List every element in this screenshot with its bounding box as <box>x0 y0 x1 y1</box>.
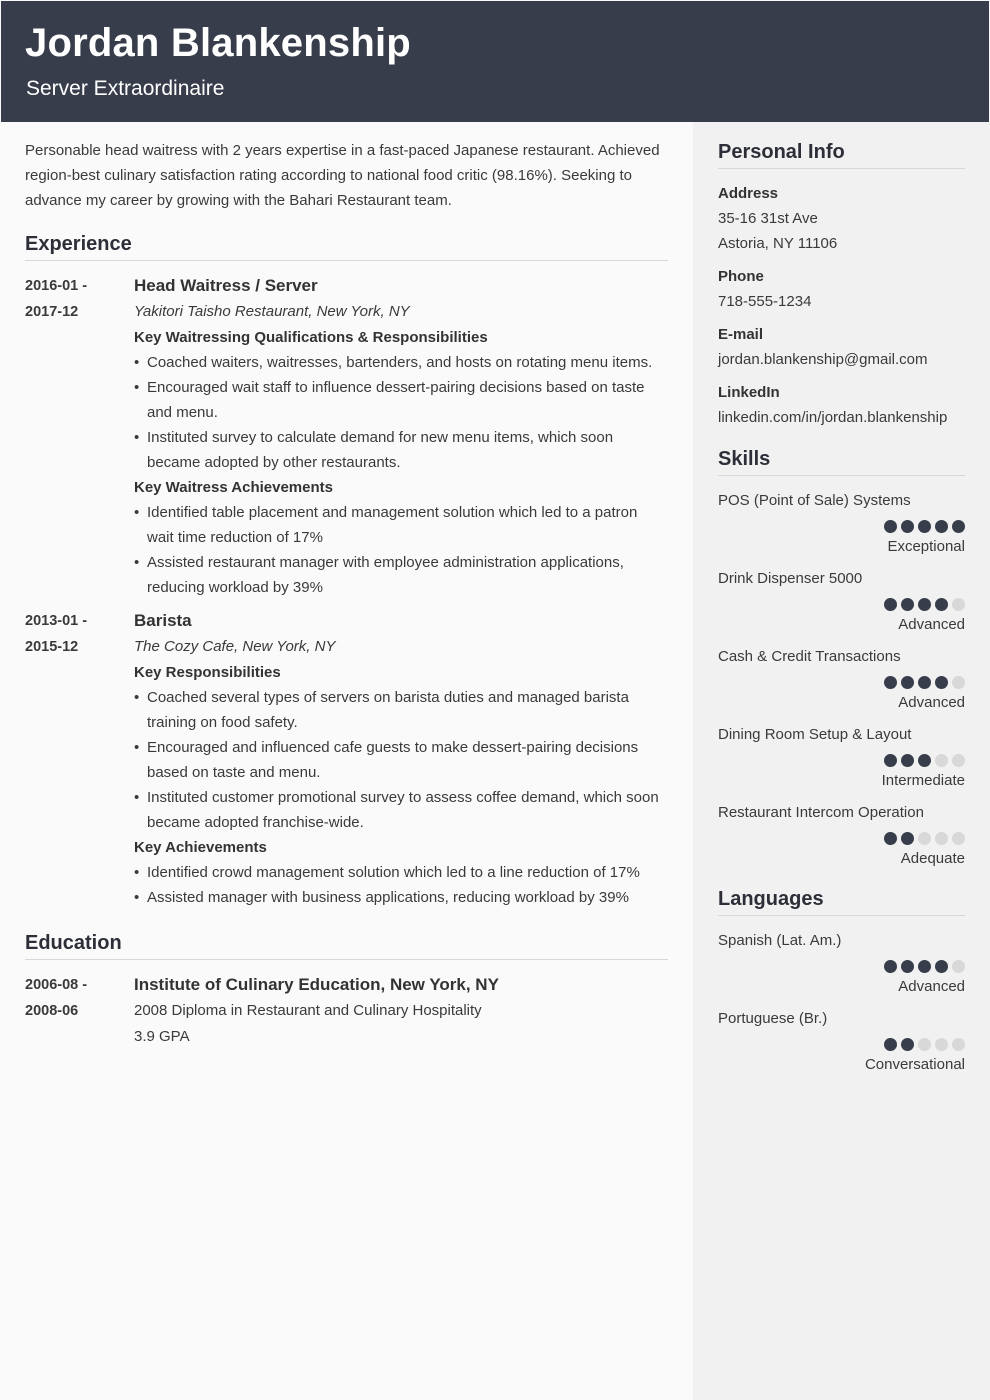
rating-dot-filled-icon <box>935 598 948 611</box>
bullet-item: • Encouraged wait staff to influence dessert-pairing decisions based on taste and menu. <box>134 375 668 425</box>
experience-entry <box>25 273 668 600</box>
rating-dot-filled-icon <box>918 676 931 689</box>
profile-summary: Personable head waitress with 2 years expertise in a fast-paced Japanese restaurant. Achieved region-best culinary satisfaction rating according to national food critic (98.16%). Seeking to advance my career by growing with the Bahari Restaurant team. <box>25 142 660 209</box>
rating-dot-filled-icon <box>901 754 914 767</box>
languages-section <box>718 888 965 1076</box>
sidebar <box>693 122 990 1400</box>
skill-item <box>718 644 965 714</box>
languages-list <box>718 928 965 1076</box>
skill-item-name: Restaurant Intercom Operation <box>718 804 924 821</box>
language-item <box>718 1006 965 1076</box>
personal-info-heading: Personal Info <box>718 141 965 169</box>
main-column <box>1 122 693 1400</box>
rating-dot-empty-icon <box>952 832 965 845</box>
entry-dates <box>25 972 134 1050</box>
address-line2: Astoria, NY 11106 <box>718 235 838 252</box>
rating-dot-filled-icon <box>952 520 965 533</box>
language-item-name: Portuguese (Br.) <box>718 1010 828 1027</box>
job-company: The Cozy Cafe, New York, NY <box>134 638 336 655</box>
date-end: 2008-06 <box>25 1002 79 1019</box>
address-label: Address <box>718 185 779 202</box>
bullet-item: • Assisted manager with business applications, reducing workload by 39% <box>134 885 668 910</box>
candidate-title: Server Extraordinaire <box>26 77 225 100</box>
group-heading: Key Responsibilities <box>134 664 281 681</box>
experience-heading: Experience <box>25 233 668 261</box>
rating-dot-empty-icon <box>935 754 948 767</box>
entry-dates <box>25 273 134 600</box>
entry-dates <box>25 608 134 910</box>
bullet-item: • Identified table placement and management solution which led to a patron wait time reduction of 17% <box>134 500 668 550</box>
job-company: Yakitori Taisho Restaurant, New York, NY <box>134 303 410 320</box>
rating-dot-filled-icon <box>918 520 931 533</box>
rating-dots <box>718 598 965 611</box>
address-line1: 35-16 31st Ave <box>718 210 818 227</box>
skill-item <box>718 722 965 792</box>
skill-item-name: Cash & Credit Transactions <box>718 648 901 665</box>
language-item <box>718 928 965 998</box>
rating-dot-empty-icon <box>952 1038 965 1051</box>
bullet-item: • Instituted customer promotional survey to assess coffee demand, which soon became adopted franchise-wide. <box>134 785 668 835</box>
rating-dots <box>718 754 965 767</box>
bullet-list <box>134 500 668 600</box>
skill-item-level: Adequate <box>900 850 965 867</box>
rating-dot-empty-icon <box>918 1038 931 1051</box>
rating-dots <box>718 676 965 689</box>
degree: 2008 Diploma in Restaurant and Culinary Hospitality <box>134 1002 482 1019</box>
job-role: Head Waitress / Server <box>134 276 318 295</box>
skill-item-level: Advanced <box>898 616 965 633</box>
skill-item <box>718 488 965 558</box>
phone-label: Phone <box>718 268 764 285</box>
rating-dot-filled-icon <box>901 520 914 533</box>
date-end: 2015-12 <box>25 638 79 655</box>
rating-dots <box>718 832 965 845</box>
rating-dot-filled-icon <box>935 676 948 689</box>
rating-dot-filled-icon <box>901 598 914 611</box>
rating-dot-empty-icon <box>952 754 965 767</box>
group-heading: Key Waitress Achievements <box>134 479 333 496</box>
rating-dot-empty-icon <box>952 960 965 973</box>
rating-dot-filled-icon <box>884 1038 897 1051</box>
language-item-level: Advanced <box>898 978 965 995</box>
bullet-item: • Coached several types of servers on barista duties and managed barista training on food safety. <box>134 685 668 735</box>
bullet-item: • Assisted restaurant manager with employee administration applications, reducing workload by 39% <box>134 550 668 600</box>
skill-item-name: Dining Room Setup & Layout <box>718 726 912 743</box>
group-heading: Key Achievements <box>134 839 267 856</box>
skills-heading: Skills <box>718 448 965 476</box>
skill-item-name: POS (Point of Sale) Systems <box>718 492 911 509</box>
skill-item-name: Drink Dispenser 5000 <box>718 570 863 587</box>
phone-value: 718-555-1234 <box>718 293 812 310</box>
personal-info-section <box>718 141 965 430</box>
skill-item-level: Intermediate <box>881 772 965 789</box>
bullet-item: • Identified crowd management solution which led to a line reduction of 17% <box>134 860 668 885</box>
date-start: 2016-01 - <box>25 278 88 294</box>
bullet-item: • Encouraged and influenced cafe guests to make dessert-pairing decisions based on taste and menu. <box>134 735 668 785</box>
bullet-list <box>134 685 668 835</box>
rating-dot-filled-icon <box>935 520 948 533</box>
skill-item <box>718 566 965 636</box>
rating-dot-filled-icon <box>918 960 931 973</box>
rating-dots <box>718 520 965 533</box>
language-item-name: Spanish (Lat. Am.) <box>718 932 842 949</box>
language-item-level: Conversational <box>864 1056 965 1073</box>
languages-heading: Languages <box>718 888 965 916</box>
skill-item <box>718 800 965 870</box>
rating-dot-filled-icon <box>884 598 897 611</box>
rating-dots <box>718 1038 965 1051</box>
rating-dot-empty-icon <box>935 1038 948 1051</box>
rating-dot-filled-icon <box>884 832 897 845</box>
rating-dot-filled-icon <box>901 960 914 973</box>
gpa: 3.9 GPA <box>134 1028 190 1045</box>
rating-dot-filled-icon <box>901 832 914 845</box>
bullet-item: • Instituted survey to calculate demand for new menu items, which soon became adopted by other restaurants. <box>134 425 668 475</box>
rating-dot-filled-icon <box>935 960 948 973</box>
rating-dot-filled-icon <box>884 754 897 767</box>
education-heading: Education <box>25 932 668 960</box>
email-link[interactable]: jordan.blankenship@gmail.com <box>718 351 928 368</box>
skills-list <box>718 488 965 870</box>
experience-entry <box>25 608 668 910</box>
group-heading: Key Waitressing Qualifications & Responsibilities <box>134 329 488 346</box>
date-start: 2013-01 - <box>25 613 88 629</box>
job-role: Barista <box>134 611 192 630</box>
candidate-name: Jordan Blankenship <box>25 21 411 65</box>
rating-dot-filled-icon <box>884 960 897 973</box>
bullet-item: • Coached waiters, waitresses, bartenders, and hosts on rotating menu items. <box>134 350 668 375</box>
rating-dot-empty-icon <box>952 676 965 689</box>
rating-dot-filled-icon <box>901 676 914 689</box>
rating-dot-filled-icon <box>901 1038 914 1051</box>
skill-item-level: Exceptional <box>887 538 965 555</box>
bullet-list <box>134 350 668 475</box>
email-label: E-mail <box>718 326 764 343</box>
date-end: 2017-12 <box>25 303 79 320</box>
bullet-list <box>134 860 668 910</box>
rating-dot-filled-icon <box>918 754 931 767</box>
rating-dot-empty-icon <box>952 598 965 611</box>
rating-dot-empty-icon <box>935 832 948 845</box>
rating-dot-filled-icon <box>884 520 897 533</box>
school-name: Institute of Culinary Education, New York, NY <box>134 975 499 994</box>
rating-dot-empty-icon <box>918 832 931 845</box>
linkedin-label: LinkedIn <box>718 384 780 401</box>
resume-header <box>1 1 989 122</box>
rating-dots <box>718 960 965 973</box>
skill-item-level: Advanced <box>898 694 965 711</box>
rating-dot-filled-icon <box>884 676 897 689</box>
rating-dot-filled-icon <box>918 598 931 611</box>
linkedin-link[interactable]: linkedin.com/in/jordan.blankenship <box>718 409 948 426</box>
skills-section <box>718 448 965 870</box>
date-start: 2006-08 - <box>25 977 88 993</box>
education-entry <box>25 972 668 1050</box>
